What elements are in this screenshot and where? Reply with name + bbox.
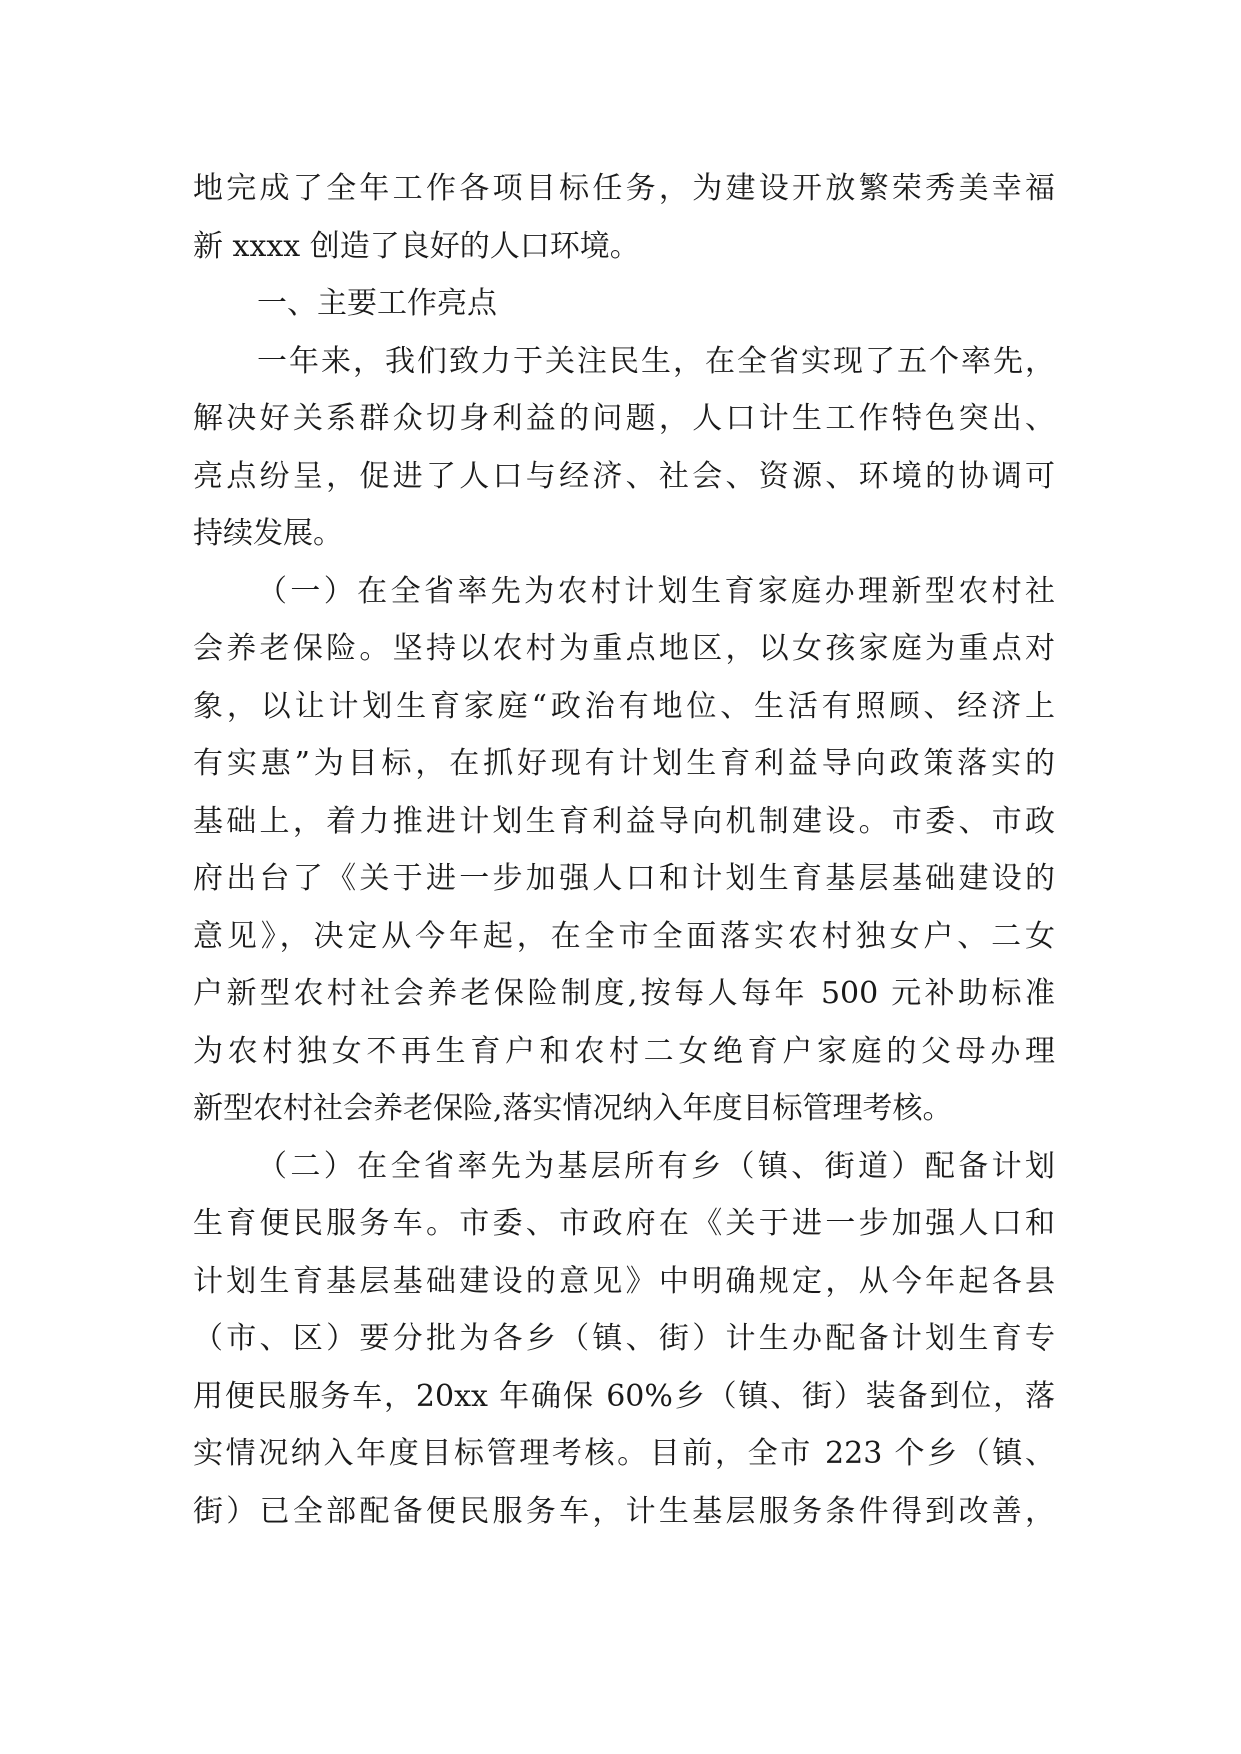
- text-line: 实情况纳入年度目标管理考核。目前，全市 223 个乡（镇、: [193, 1436, 1055, 1471]
- text-line: 解决好关系群众切身利益的问题，人口计生工作特色突出、: [193, 401, 1055, 436]
- text-line: 意见》，决定从今年起，在全市全面落实农村独女户、二女: [193, 918, 1055, 954]
- text-line: 会养老保险。坚持以农村为重点地区，以女孩家庭为重点对: [193, 631, 1055, 666]
- text-line: 街）已全部配备便民服务车，计生基层服务条件得到改善，: [193, 1493, 1055, 1529]
- text-line: 一年来，我们致力于关注民生，在全省实现了五个率先，: [257, 343, 1055, 379]
- text-line: 生育便民服务车。市委、市政府在《关于进一步加强人口和: [193, 1206, 1055, 1241]
- text-line: （市、区）要分批为各乡（镇、街）计生办配备计划生育专: [193, 1321, 1055, 1356]
- subsection-line: （二）在全省率先为基层所有乡（镇、街道）配备计划: [257, 1148, 1055, 1184]
- text-line: 亮点纷呈，促进了人口与经济、社会、资源、环境的协调可: [193, 458, 1055, 494]
- text-line: 地完成了全年工作各项目标任务，为建设开放繁荣秀美幸福: [193, 171, 1055, 206]
- subsection-line: （一）在全省率先为农村计划生育家庭办理新型农村社: [257, 573, 1055, 609]
- text-line: 用便民服务车，20xx 年确保 60%乡（镇、街）装备到位，落: [193, 1378, 1055, 1414]
- text-line: 基础上，着力推进计划生育利益导向机制建设。市委、市政: [193, 803, 1055, 839]
- text-line: 持续发展。: [193, 516, 343, 551]
- text-line: 新型农村社会养老保险,落实情况纳入年度目标管理考核。: [193, 1091, 953, 1126]
- document-body: [193, 160, 1055, 1540]
- text-line: 计划生育基层基础建设的意见》中明确规定，从今年起各县: [193, 1263, 1055, 1299]
- section-heading: 一、主要工作亮点: [257, 286, 497, 321]
- text-line: 新 xxxx 创造了良好的人口环境。: [193, 228, 640, 264]
- text-line: 府出台了《关于进一步加强人口和计划生育基层基础建设的: [193, 861, 1055, 896]
- text-line: 有实惠”为目标，在抓好现有计划生育利益导向政策落实的: [193, 746, 1055, 781]
- text-line: 户新型农村社会养老保险制度,按每人每年 500 元补助标准: [193, 976, 1055, 1011]
- text-line: 象，以让计划生育家庭“政治有地位、生活有照顾、经济上: [193, 688, 1055, 724]
- text-line: 为农村独女不再生育户和农村二女绝育户家庭的父母办理: [193, 1033, 1055, 1069]
